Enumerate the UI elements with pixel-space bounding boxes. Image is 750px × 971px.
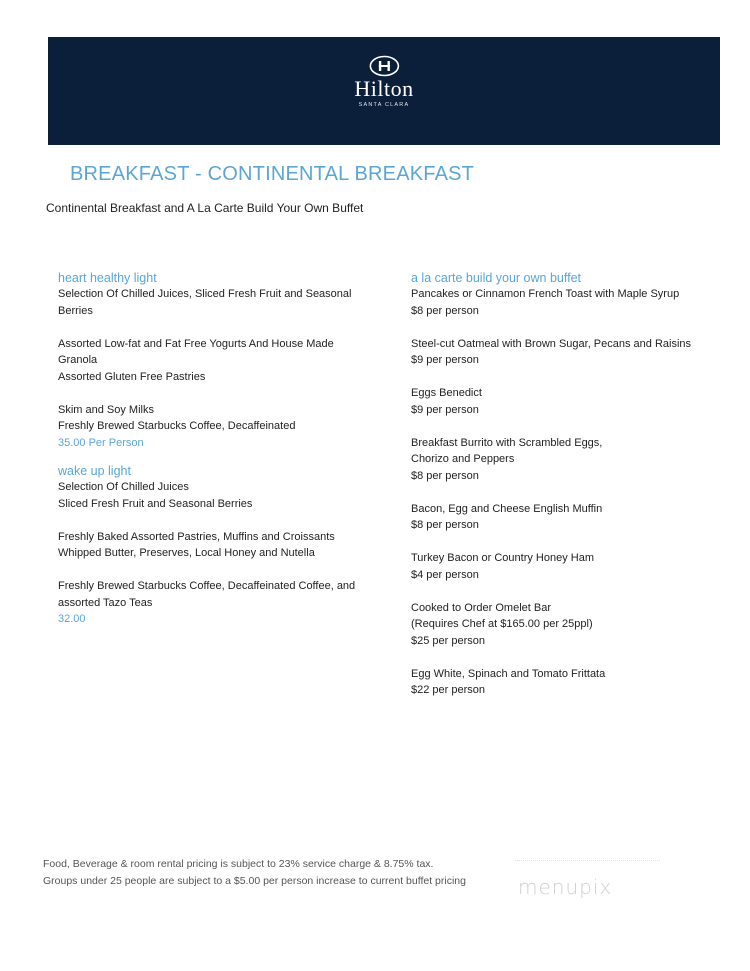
hilton-logo xyxy=(354,55,413,108)
menu-item-name: (Requires Chef at $165.00 per 25ppl) xyxy=(411,618,593,630)
watermark-divider xyxy=(515,860,660,861)
menu-item-name: Egg White, Spinach and Tomato Frittata xyxy=(411,667,606,680)
menu-item-price: $22 per person xyxy=(411,684,485,696)
heart-healthy-price: 35.00 Per Person xyxy=(58,436,144,449)
page-subtitle: Continental Breakfast and A La Carte Build Your Own Buffet xyxy=(46,201,364,215)
menu-line: Freshly Brewed Starbucks Coffee, Decaffeinated xyxy=(58,420,296,432)
brand-wordmark: Hilton xyxy=(354,76,414,101)
menu-item-name: Steel-cut Oatmeal with Brown Sugar, Pecans and Raisins xyxy=(411,337,692,350)
heart-healthy-heading: heart healthy light xyxy=(58,271,157,285)
menu-item-name: Cooked to Order Omelet Bar xyxy=(411,601,552,614)
header-banner xyxy=(48,37,720,145)
menu-item-name: Pancakes or Cinnamon French Toast with Maple Syrup xyxy=(411,288,680,300)
menu-line: Freshly Brewed Starbucks Coffee, Decaffeinated Coffee, and xyxy=(58,580,356,592)
menu-line: Selection Of Chilled Juices xyxy=(58,481,189,493)
menu-line: Whipped Butter, Preserves, Local Honey and Nutella xyxy=(58,547,315,559)
menu-line: Selection Of Chilled Juices, Sliced Fresh Fruit and Seasonal xyxy=(58,288,352,300)
menupix-watermark: menupix xyxy=(518,875,613,899)
menu-line: Skim and Soy Milks xyxy=(58,403,154,416)
menu-item-price: $4 per person xyxy=(411,568,479,581)
menu-line: Granola xyxy=(58,354,98,366)
footer-line-groups: Groups under 25 people are subject to a $5.00 per person increase to current buffet pricing xyxy=(43,875,466,887)
menu-line: Assorted Low-fat and Fat Free Yogurts And House Made xyxy=(58,337,334,350)
menu-line: assorted Tazo Teas xyxy=(58,596,153,609)
wake-up-heading: wake up light xyxy=(58,464,131,478)
wake-up-price: 32.00 xyxy=(58,613,86,625)
menu-line: Berries xyxy=(58,304,93,317)
menu-item-price: $8 per person xyxy=(411,519,479,531)
footer-line-tax: Food, Beverage & room rental pricing is subject to 23% service charge & 8.75% tax. xyxy=(43,858,434,870)
menu-item-name: Eggs Benedict xyxy=(411,387,482,399)
footer-notes xyxy=(43,856,466,890)
right-column xyxy=(411,270,721,699)
menu-item-name: Turkey Bacon or Country Honey Ham xyxy=(411,552,594,564)
left-column xyxy=(58,270,368,628)
brand-location: SANTA CLARA xyxy=(358,102,410,108)
menu-item-price: $25 per person xyxy=(411,634,485,647)
menu-item-price: $8 per person xyxy=(411,469,479,482)
menu-item-price: $9 per person xyxy=(411,354,479,366)
menu-item-price: $8 per person xyxy=(411,304,479,317)
menu-line: Assorted Gluten Free Pastries xyxy=(58,370,206,383)
menu-item-name: Breakfast Burrito with Scrambled Eggs, xyxy=(411,436,603,449)
page-title: BREAKFAST - CONTINENTAL BREAKFAST xyxy=(70,163,475,185)
menu-item-name: Chorizo and Peppers xyxy=(411,453,515,465)
hilton-h-emblem-icon xyxy=(366,55,402,77)
menu-line: Freshly Baked Assorted Pastries, Muffins and Croissants xyxy=(58,530,335,543)
menu-item-price: $9 per person xyxy=(411,403,479,416)
a-la-carte-heading: a la carte build your own buffet xyxy=(411,271,582,285)
menu-item-name: Bacon, Egg and Cheese English Muffin xyxy=(411,502,603,515)
menu-line: Sliced Fresh Fruit and Seasonal Berries xyxy=(58,497,253,510)
